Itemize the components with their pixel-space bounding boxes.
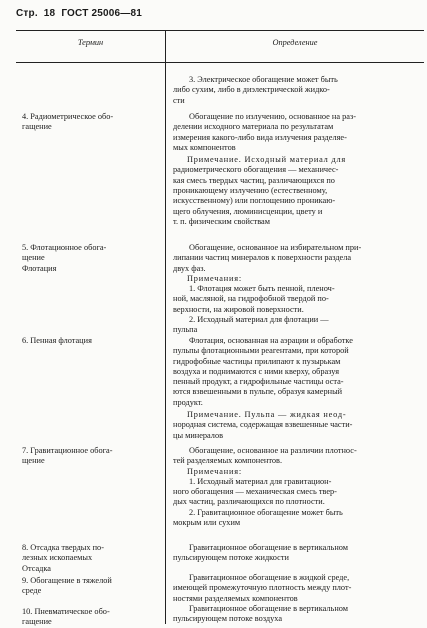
definition-line: Гравитационное обогащение в вертикальном — [189, 543, 349, 552]
definition-line: продукт. — [173, 397, 203, 407]
definition-line: делении исходного материала по результатам — [173, 122, 334, 132]
definition-line: имеющей промежуточную плотность между плот- — [173, 583, 352, 593]
definition-row-1 — [173, 112, 421, 227]
definition-line: нородная система, содержащая взвешенные части- — [173, 420, 353, 430]
definition-line: воздуха и поднимаются с ними кверху, образуя — [173, 366, 340, 376]
note-line: Примечание. Пульпа — жидкая неод- — [187, 410, 347, 420]
page-number: 18 — [43, 8, 56, 19]
definition-line: мых компонентов — [173, 142, 236, 152]
definition-line: 2. Исходный материал для флотации — — [189, 315, 329, 325]
definition-line: Флотация, основанная на аэрации и обработке — [189, 336, 353, 345]
term-row-2 — [22, 243, 160, 274]
definition-line: 2. Гравитационное обогащение может быть — [189, 507, 343, 517]
definition-line: пульсирующем потоке воздуха — [173, 614, 283, 624]
term-line: Флотация — [22, 263, 57, 273]
definition-line: ностями разделяемых компонентов — [173, 593, 298, 603]
definition-line: 3. Электрическое обогащение может быть — [189, 75, 338, 84]
definition-line: тей разделяемых компонентов. — [173, 456, 283, 466]
term-line: гащение — [22, 122, 52, 132]
table-top-rule — [16, 30, 424, 31]
term-row-6 — [22, 576, 160, 597]
definition-line: ного обогащения — механическая смесь твер- — [173, 487, 337, 497]
definition-line: ной, масляной, на гидрофобной твердой по- — [173, 294, 329, 304]
definition-line: проникающему излучению (естественному, — [173, 186, 328, 196]
definition-line: Гравитационное обогащение в вертикальном — [189, 604, 349, 613]
term-line: 8. Отсадка твердых по- — [22, 543, 104, 552]
definition-line: Гравитационное обогащение в жидкой среде, — [189, 573, 350, 582]
definition-line: щего облучения, люминисценции, цвету и — [173, 206, 323, 216]
definition-line: Обогащение, основанное на избирательном при- — [189, 243, 362, 252]
definition-row-5 — [173, 543, 421, 564]
definition-line: измерения какого-либо вида излучения разделяе- — [173, 132, 347, 142]
term-line: Отсадка — [22, 563, 51, 573]
term-row-7 — [22, 607, 160, 628]
standard-code: ГОСТ 25006—81 — [61, 8, 143, 19]
term-line: щение — [22, 253, 45, 263]
column-header-definitions: Определение — [272, 38, 318, 47]
definition-line: 1. Исходный материал для гравитацион- — [189, 476, 332, 486]
definition-line: гидрофобные частицы прилипают к пузырькам — [173, 356, 341, 366]
definition-row-4 — [173, 446, 421, 528]
definition-line: сти — [173, 95, 185, 105]
definition-line: 1. Флотация может быть пенной, пленоч- — [189, 284, 335, 294]
definition-line: пульсирующем потоке жидкости — [173, 553, 289, 563]
term-line: 6. Пенная флотация — [22, 336, 92, 345]
note-line: Примечания: — [187, 273, 242, 283]
page-header — [16, 8, 145, 19]
definition-line: цы минералов — [173, 430, 224, 440]
definition-line: верхности, на жировой поверхности. — [173, 304, 304, 314]
column-header-terms: Термин — [77, 38, 104, 47]
column-divider — [165, 30, 166, 624]
definition-row-6 — [173, 573, 421, 604]
page-label: Стр. — [16, 8, 38, 19]
term-row-5 — [22, 543, 160, 574]
definition-row-0 — [173, 75, 421, 106]
definition-line: радиометрического обогащения — механичес- — [173, 165, 339, 175]
definition-row-2 — [173, 243, 421, 336]
definition-line: дых частиц, различающихся по плотности. — [173, 497, 325, 507]
term-line: 10. Пневматическое обо- — [22, 607, 110, 616]
definition-line: искусственному) или поглощению проникаю- — [173, 196, 336, 206]
note-line: Примечания: — [187, 466, 242, 476]
term-line: среде — [22, 586, 42, 596]
table-header-rule — [16, 62, 424, 63]
definition-line: двух фаз. — [173, 263, 206, 273]
definition-line: липании частиц минералов к поверхности раздела — [173, 253, 352, 263]
definition-line: Обогащение, основанное на различии плотнос- — [189, 446, 357, 455]
definition-row-3 — [173, 336, 421, 441]
term-line: 5. Флотационное обога- — [22, 243, 107, 252]
term-row-1 — [22, 112, 160, 133]
term-line: лезных ископаемых — [22, 553, 93, 563]
definition-line: ются взвешенными в пульпе, образуя камерный — [173, 387, 343, 397]
definition-line: т. п. физическим свойствам — [173, 216, 270, 226]
term-line: 4. Радиометрическое обо- — [22, 112, 114, 121]
term-row-3 — [22, 336, 160, 346]
definition-row-7 — [173, 604, 421, 625]
definition-line: пульпы флотационными реагентами, при которой — [173, 346, 349, 356]
term-line: гащение — [22, 617, 52, 627]
definition-line: Обогащение по излучению, основанное на раз- — [189, 112, 356, 121]
definition-line: либо сухим, либо в диэлектрической жидко- — [173, 85, 330, 95]
definition-line: мокрым или сухим — [173, 518, 241, 528]
note-line: Примечание. Исходный материал для — [187, 155, 347, 165]
definition-line: пенный продукт, а гидрофильные частицы оста- — [173, 377, 344, 387]
definition-line: кая смесь твердых частиц, различающихся по — [173, 175, 335, 185]
term-line: 9. Обогащение в тяжелой — [22, 576, 112, 585]
term-row-4 — [22, 446, 160, 467]
definition-line: пульпа — [173, 325, 198, 335]
term-line: 7. Гравитационное обога- — [22, 446, 113, 455]
term-line: щение — [22, 456, 45, 466]
